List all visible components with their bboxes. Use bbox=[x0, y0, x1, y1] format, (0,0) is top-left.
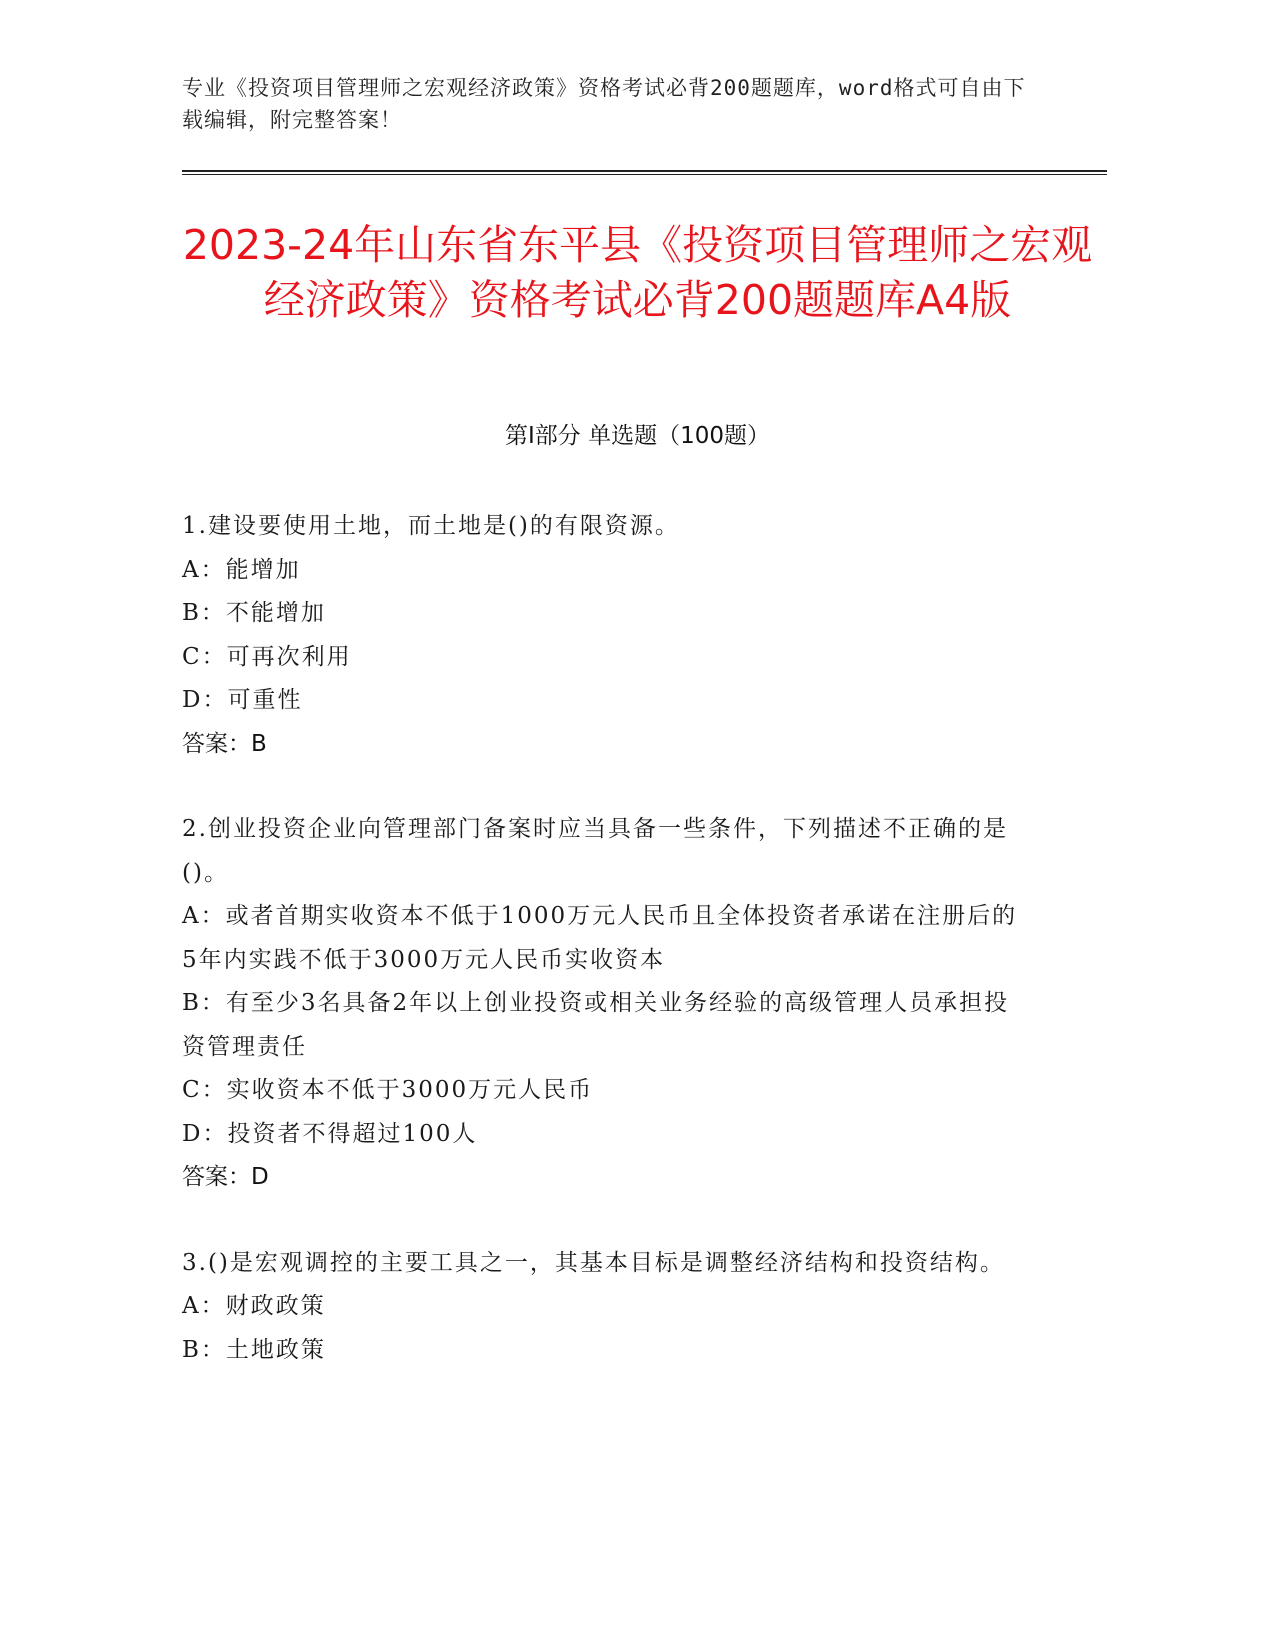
document-title: 2023-24年山东省东平县《投资项目管理师之宏观经济政策》资格考试必背200题题库A4版 bbox=[182, 221, 1093, 324]
option-b: B：有至少3名具备2年以上创业投资或相关业务经验的高级管理人员承担投资管理责任 bbox=[182, 990, 1010, 1060]
header-divider bbox=[182, 170, 1107, 175]
question-1 bbox=[182, 505, 1032, 766]
section-heading: 第I部分 单选题（100题） bbox=[505, 423, 770, 449]
question-stem: 1.建设要使用土地，而土地是()的有限资源。 bbox=[182, 513, 680, 539]
question-2 bbox=[182, 808, 1032, 1200]
question-3 bbox=[182, 1242, 1032, 1373]
option-a: A：财政政策 bbox=[182, 1293, 326, 1319]
header-divider-thick bbox=[182, 170, 1107, 172]
option-a: A：或者首期实收资本不低于1000万元人民币且全体投资者承诺在注册后的5年内实践不低于3000万元人民币实收资本 bbox=[182, 903, 1018, 973]
answer: 答案：D bbox=[182, 1164, 269, 1190]
question-stem: 2.创业投资企业向管理部门备案时应当具备一些条件，下列描述不正确的是()。 bbox=[182, 816, 1008, 886]
option-b: B：不能增加 bbox=[182, 600, 326, 626]
option-d: D：投资者不得超过100人 bbox=[182, 1120, 478, 1147]
question-stem: 3.()是宏观调控的主要工具之一，其基本目标是调整经济结构和投资结构。 bbox=[182, 1249, 1005, 1276]
header-note: 专业《投资项目管理师之宏观经济政策》资格考试必背200题题库，word格式可自由下载编辑，附完整答案！ bbox=[182, 76, 1026, 132]
option-c: C：可再次利用 bbox=[182, 643, 352, 670]
option-b: B：土地政策 bbox=[182, 1336, 326, 1363]
header-divider-thin bbox=[182, 174, 1107, 175]
option-c: C：实收资本不低于3000万元人民币 bbox=[182, 1077, 594, 1103]
option-a: A：能增加 bbox=[182, 556, 301, 583]
answer: 答案：B bbox=[182, 730, 267, 757]
option-d: D：可重性 bbox=[182, 687, 303, 713]
question-list bbox=[182, 505, 1032, 1414]
